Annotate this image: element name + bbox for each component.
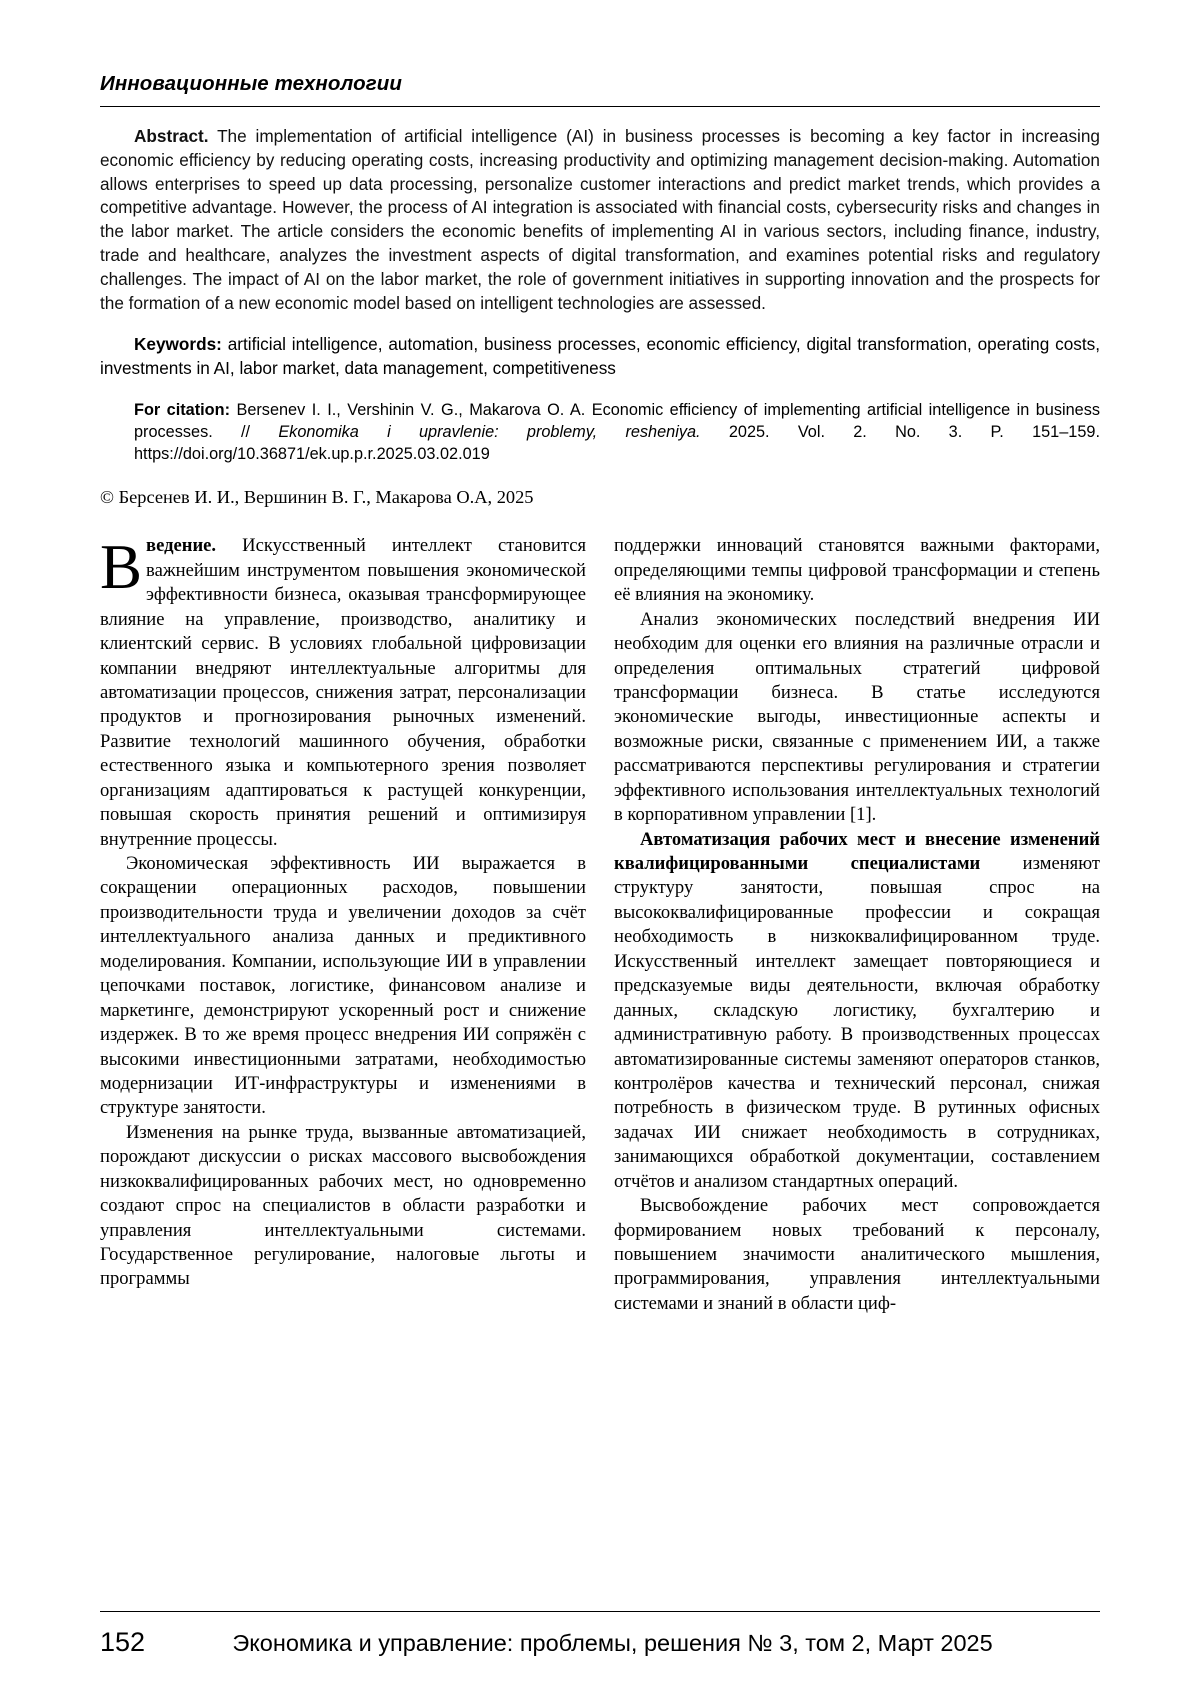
running-head: Инновационные технологии xyxy=(100,72,402,95)
run-in-heading-vvedenie: ведение. xyxy=(146,535,217,557)
keywords-paragraph xyxy=(100,333,1100,381)
abstract-paragraph xyxy=(100,125,1100,316)
paragraph-left-3: Изменения на рынке труда, вызванные автоматизацией, порождают дискуссии о рисках массового высвобождения низкоквалифицированных рабочих мест, но одновременно создают спрос на специалистов в области разработки и управления интеллектуальными системами. Государственное регулирование, налоговые льготы и программы xyxy=(100,1121,586,1290)
citation-doi[interactable]: https://doi.org/10.36871/ek.up.p.r.2025.03.02.019 xyxy=(134,444,490,463)
header-divider xyxy=(100,106,1100,107)
keywords-block xyxy=(100,333,1100,381)
citation-block xyxy=(100,400,1100,465)
paragraph-intro-text: Искусственный интеллект становится важнейшим инструментом повышения экономической эффективности бизнеса, оказывая трансформирующее влияние на управление, производство, аналитику и клиентский сервис. В условиях глобальной цифровизации компании внедряют интеллектуальные алгоритмы для автоматизации процессов, снижения затрат, персонализации продуктов и прогнозирования рыночных изменений. Развитие технологий машинного обучения, обработки естественного языка и компьютерного зрения позволяет организациям адаптироваться к растущей конкуренции, повышая скорость принятия решений и оптимизируя внутренние процессы. xyxy=(100,535,586,850)
paragraph-right-3 xyxy=(614,828,1100,1195)
abstract-text: The implementation of artificial intelligence (AI) in business processes is becoming a key factor in increasing economic efficiency by reducing operating costs, increasing productivity and optimizing management decision-making. Automation allows enterprises to speed up data processing, personalize customer interactions and predict market trends, which provides a competitive advantage. However, the process of AI integration is associated with financial costs, cybersecurity risks and changes in the labor market. The article considers the economic benefits of implementing AI in various sectors, including finance, industry, trade and healthcare, analyzes the investment aspects of digital transformation, and examines potential risks and regulatory challenges. The impact of AI on the labor market, the role of government initiatives in supporting innovation and the prospects for the formation of a new economic model based on intelligent technologies are assessed. xyxy=(100,126,1100,313)
paragraph-right-4: Высвобождение рабочих мест сопровождается формированием новых требований к персоналу, повышением значимости аналитического мышления, программирования, управления интеллектуальными системами и знаний в области циф- xyxy=(614,1195,1100,1314)
paragraph-intro xyxy=(100,534,586,852)
citation-journal: Ekonomika i upravlenie: problemy, resheniya. xyxy=(278,422,701,441)
drop-cap: В xyxy=(100,532,143,603)
keywords-label: Keywords: xyxy=(134,333,222,354)
body-columns xyxy=(100,534,1100,1316)
paragraph-right-3-text: изменяют структуру занятости, повышая спрос на высококвалифицированные профессии и сокращая необходимость в низкоквалифицированном труде. Искусственный интеллект замещает повторяющиеся и предсказуемые виды деятельности, включая обработку данных, складскую логистику, бухгалтерию и административную работу. В производственных процессах автоматизированные системы заменяют операторов станков, контролёров качества и технический персонал, снижая потребность в физическом труде. В рутинных офисных задачах ИИ снижает необходимость в сотрудниках, занимающихся обработкой документации, составлением отчётов и анализом стандартных операций. xyxy=(614,853,1100,1192)
left-column xyxy=(100,534,586,1316)
right-column xyxy=(614,534,1100,1316)
paragraph-left-2: Экономическая эффективность ИИ выражается в сокращении операционных расходов, повышении производительности труда и увеличении доходов за счёт интеллектуального анализа данных и предиктивного моделирования. Компании, использующие ИИ в управлении цепочками поставок, логистике, финансовом анализе и маркетинге, демонстрируют ускоренный рост и снижение издержек. В то же время процесс внедрения ИИ сопряжён с высокими инвестиционными затратами, необходимостью модернизации ИТ-инфраструктуры и изменениями в структуре занятости. xyxy=(100,853,586,1119)
paragraph-right-1: поддержки инноваций становятся важными факторами, определяющими темпы цифровой трансформации и степень её влияния на экономику. xyxy=(614,535,1100,606)
footer-journal-line: Экономика и управление: проблемы, решения № 3, том 2, Март 2025 xyxy=(232,1630,993,1656)
page-number: 152 xyxy=(100,1627,146,1657)
abstract-block xyxy=(100,125,1100,316)
paragraph-right-2: Анализ экономических последствий внедрения ИИ необходим для оценки его влияния на различные отрасли и определения оптимальных стратегий цифровой трансформации бизнеса. В статье исследуются экономические выгоды, инвестиционные аспекты и возможные риски, связанные с применением ИИ, а также рассматриваются перспективы регулирования и стратегии эффективного использования интеллектуальных технологий в корпоративном управлении [1]. xyxy=(614,608,1100,826)
keywords-text: artificial intelligence, automation, business processes, economic efficiency, digital transformation, operating costs, investments in AI, labor market, data management, competitiveness xyxy=(100,333,1100,378)
copyright-line: © Берсенев И. И., Вершинин В. Г., Макарова О.А, 2025 xyxy=(100,487,534,508)
page-footer xyxy=(100,1627,1100,1658)
run-in-heading-automation: Автоматизация рабочих мест и внесение изменений квалифицированными специалистами xyxy=(614,828,1100,875)
citation-details: 2025. Vol. 2. No. 3. P. 151–159. xyxy=(728,422,1100,441)
abstract-label: Abstract. xyxy=(134,126,209,146)
footer-divider xyxy=(100,1611,1100,1612)
citation-authors: Bersenev I. I., Vershinin V. G., Makarova O. A. Economic efficiency of implementing artificial intelligence in business processes. // xyxy=(134,401,1100,441)
citation-label: For citation: xyxy=(134,401,230,420)
